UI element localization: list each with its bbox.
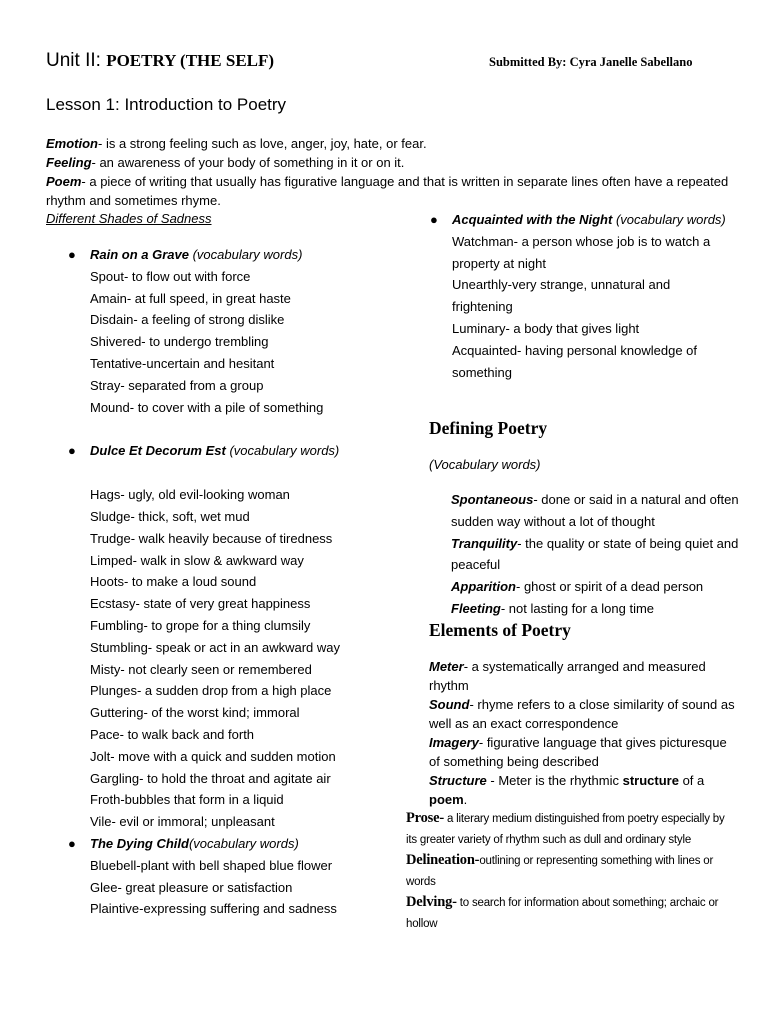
submitted-by: Submitted By: Cyra Janelle Sabellano xyxy=(489,55,693,69)
list-item: Unearthly-very strange, unnatural and frightening xyxy=(452,277,671,315)
defining-poetry-heading: Defining Poetry xyxy=(429,418,548,438)
definitions xyxy=(46,134,736,210)
elements-of-poetry-list xyxy=(429,657,739,809)
list-item: Sludge- thick, soft, wet mud xyxy=(90,508,250,524)
list-item: Spontaneous- done or said in a natural and often sudden way without a lot of thought xyxy=(451,492,739,529)
list-item: Tentative-uncertain and hesitant xyxy=(90,355,275,371)
list-item: Plaintive-expressing suffering and sadness xyxy=(90,901,337,917)
definition-emotion: Emotion- is a strong feeling such as love, anger, joy, hate, or fear. xyxy=(46,136,427,151)
list-item: Watchman- a person whose job is to watch a property at night xyxy=(452,233,711,271)
list-item: Fumbling- to grope for a thing clumsily xyxy=(90,617,311,633)
list-item: Imagery- figurative language that gives picturesque of something being described xyxy=(429,735,727,769)
list-item: Ecstasy- state of very great happiness xyxy=(90,596,311,612)
unit-title xyxy=(46,50,274,72)
list-item: Amain- at full speed, in great haste xyxy=(90,290,291,306)
list-item: Hoots- to make a loud sound xyxy=(90,574,257,590)
list-item: Spout- to flow out with force xyxy=(90,268,251,284)
list-item: Hags- ugly, old evil-looking woman xyxy=(90,487,290,503)
list-item: Jolt- move with a quick and sudden motion xyxy=(90,748,336,764)
list-item: Delving- to search for information about something; archaic or hollow xyxy=(406,894,719,930)
list-item: Vile- evil or immoral; unpleasant xyxy=(90,814,275,830)
list-item: Gargling- to hold the throat and agitate air xyxy=(90,770,331,786)
extra-terms-list xyxy=(406,808,736,934)
list-item: Apparition- ghost or spirit of a dead person xyxy=(451,579,704,595)
list-item: Fleeting- not lasting for a long time xyxy=(451,600,655,616)
list-item: Stumbling- speak or act in an awkward way xyxy=(90,639,341,655)
list-item: Misty- not clearly seen or remembered xyxy=(90,661,312,677)
definition-feeling: Feeling- an awareness of your body of something in it or on it. xyxy=(46,155,405,170)
list-item: Trudge- walk heavily because of tiredness xyxy=(90,530,333,546)
shades-of-sadness-label: Different Shades of Sadness xyxy=(46,211,212,226)
list-item: Tranquility- the quality or state of being quiet and peaceful xyxy=(451,535,739,573)
list-item: Prose- a literary medium distinguished from poetry especially by its greater variety of rhythm such as dull and ordinary style xyxy=(406,810,725,846)
section-the-dying-child: ● The Dying Child(vocabulary words) xyxy=(90,833,390,855)
list-item: Plunges- a sudden drop from a high place xyxy=(90,683,332,699)
definition-poem: Poem- a piece of writing that usually has figurative language and that is written in separate lines often have a repeated rhythm and sometimes rhyme. xyxy=(46,174,729,208)
list-item: Glee- great pleasure or satisfaction xyxy=(90,879,293,895)
left-column xyxy=(68,244,390,920)
bullet-icon: ● xyxy=(68,247,76,262)
list-item: Pace- to walk back and forth xyxy=(90,726,255,742)
list-item: Delineation-outlining or representing something with lines or words xyxy=(406,852,714,888)
defining-poetry-list xyxy=(451,489,741,620)
bullet-icon: ● xyxy=(68,443,76,459)
list-item: Meter- a systematically arranged and measured rhythm xyxy=(429,659,706,693)
unit-prefix: Unit II: xyxy=(46,50,107,71)
unit-subtitle: POETRY (THE SELF) xyxy=(106,51,275,70)
lesson-title: Lesson 1: Introduction to Poetry xyxy=(46,95,287,114)
section-acquainted-with-the-night: ● Acquainted with the Night (vocabulary words) Watchman- a person whose job is to watch a property at night Unearthly-very strange, unnatural and frightening Luminary- a body that gives light Acquainted- having personal knowledge of something xyxy=(452,209,727,383)
list-item: Guttering- of the worst kind; immoral xyxy=(90,705,300,721)
list-item: Limped- walk in slow & awkward way xyxy=(90,552,304,568)
list-item: Mound- to cover with a pile of something xyxy=(90,399,324,415)
list-item: Disdain- a feeling of strong dislike xyxy=(90,312,285,328)
list-item: Sound- rhyme refers to a close similarity of sound as well as an exact correspondence xyxy=(429,697,735,731)
bullet-icon: ● xyxy=(430,212,438,227)
list-item: Luminary- a body that gives light xyxy=(452,320,640,336)
bullet-icon: ● xyxy=(68,835,76,851)
section-rain-on-a-grave: ● Rain on a Grave (vocabulary words) xyxy=(90,244,390,266)
section-dulce-et-decorum-est: ● Dulce Et Decorum Est (vocabulary words) xyxy=(90,440,390,462)
list-item: Bluebell-plant with bell shaped blue flower xyxy=(90,857,333,873)
elements-of-poetry-heading: Elements of Poetry xyxy=(429,620,571,640)
list-item: Stray- separated from a group xyxy=(90,377,264,393)
list-item: Shivered- to undergo trembling xyxy=(90,334,269,350)
list-item: Structure - Meter is the rhythmic structure of a poem. xyxy=(429,773,705,807)
list-item: Acquainted- having personal knowledge of something xyxy=(452,342,698,380)
defining-poetry-subheading: (Vocabulary words) xyxy=(429,457,541,472)
list-item: Froth-bubbles that form in a liquid xyxy=(90,792,284,808)
